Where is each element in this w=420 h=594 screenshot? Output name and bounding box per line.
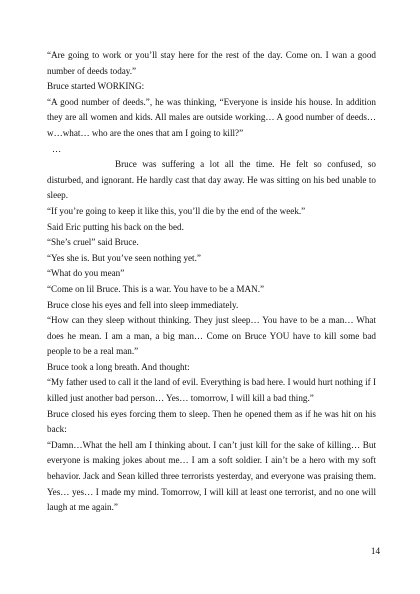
paragraph: “Are going to work or you’ll stay here for the rest of the day. Come on. I wan a good number of deeds today.” xyxy=(47,50,376,76)
paragraph: “If you’re going to keep it like this, you’ll die by the end of the week.” xyxy=(47,205,306,216)
paragraph: “What do you mean” xyxy=(47,268,125,279)
paragraph: “She’s cruel” said Bruce. xyxy=(47,237,139,248)
paragraph: Said Eric putting his back on the bed. xyxy=(47,221,184,232)
page-number: 14 xyxy=(370,546,380,556)
paragraph: Bruce close his eyes and fell into sleep immediately. xyxy=(47,299,239,310)
paragraph: Bruce started WORKING: xyxy=(47,81,145,92)
paragraph: Bruce closed his eyes forcing them to sleep. Then he opened them as if he was hit on his back: xyxy=(47,408,376,435)
paragraph: “A good number of deeds.”, he was thinking, “Everyone is inside his house. In addition they are all women and kids. All males are outside working… A good number of deeds… w…what… who are the ones that am I going to kill?” xyxy=(47,96,376,138)
paragraph: “My father used to call it the land of evil. Everything is bad here. I would hurt nothing if I killed just another bad person… Yes… tomorrow, I will kill a bad thing.” xyxy=(47,377,376,404)
paragraph: Bruce was suffering a lot all the time. He felt so confused, so disturbed, and ignorant. He hardly cast that day away. He was sitting on his bed unable to sleep. xyxy=(47,159,376,201)
paragraph: “Come on lil Bruce. This is a war. You have to be a MAN.” xyxy=(47,283,265,294)
paragraph: “How can they sleep without thinking. They just sleep… You have to be a man… What does he mean. I am a man, a big man… Come on Bruce YOU have to kill some bad people to be a real man.” xyxy=(47,315,376,357)
paragraph: “Yes she is. But you’ve seen nothing yet.” xyxy=(47,252,201,263)
paragraph: “Damn…What the hell am I thinking about. I can’t just kill for the sake of killing… But everyone is making jokes about me… I am a soft soldier. I ain’t be a hero with my soft behavior. Jack and Sean killed three terrorists yesterday, and everyone was praising them. Yes… yes… I made my mind. Tomorrow, I will kill at least one terrorist, and no one will laugh at me again.” xyxy=(47,439,376,513)
paragraph: Bruce took a long breath. And thought: xyxy=(47,361,190,372)
scene-break: … xyxy=(52,143,62,154)
body-text xyxy=(47,48,376,516)
